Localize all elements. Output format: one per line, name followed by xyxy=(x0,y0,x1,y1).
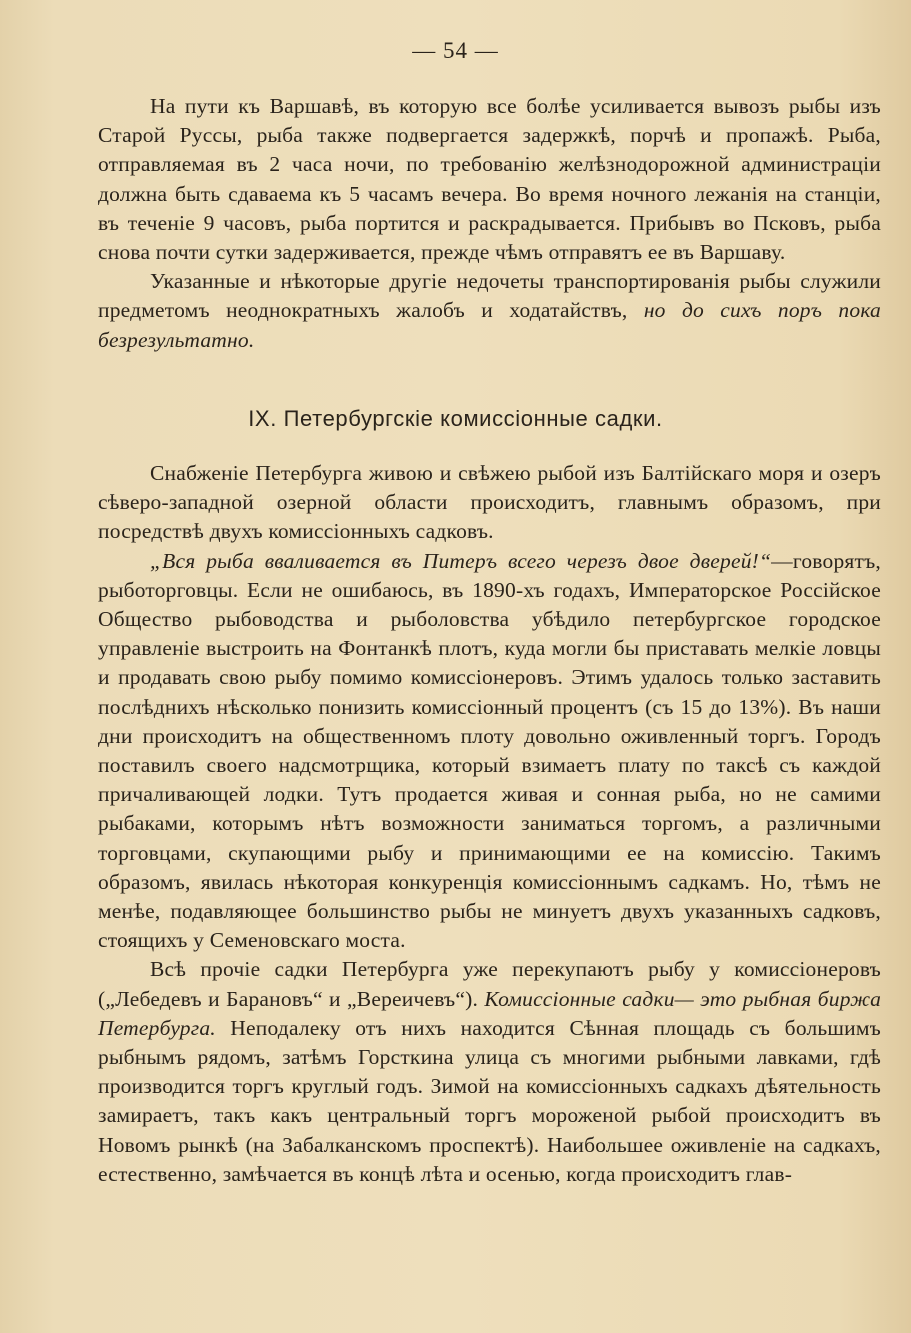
italic-text: но до сихъ поръ пока безрезультатно. xyxy=(98,298,882,352)
section-text xyxy=(98,459,881,1189)
paragraph xyxy=(98,955,881,1189)
paragraph-text: —говорятъ, рыботорговцы. Если не ошибаюсь, въ 1890-хъ годахъ, Императорское Россійское Общество рыбоводства и рыболовства убѣдило петербургское городское управленіе выстроить на Фонтанкѣ плотъ, куда могли бы приставать мелкіе ловцы и продавать свою рыбу помимо комиссіонеровъ. Этимъ удалось только заставить послѣднихъ нѣсколько понизить комиссіонный процентъ (съ 15 до 13%). Въ наши дни происходитъ на общественномъ плоту довольно оживленный торгъ. Городъ поставилъ своего надсмотрщика, который взимаетъ плату по таксѣ съ каждой причаливающей лодки. Тутъ продается живая и сонная рыба, но не самими рыбаками, которымъ нѣтъ возможности заниматься торгомъ, а различными торговцами, скупающими рыбу и принимающими ее на комиссію. Такимъ образомъ, явилась нѣкоторая конкуренція комиссіоннымъ садкамъ. Но, тѣмъ не менѣе, подавляющее большинство рыбы не минуетъ двухъ указанныхъ садковъ, стоящихъ у Семеновскаго моста. xyxy=(98,548,881,953)
paragraph xyxy=(98,267,881,355)
paragraph xyxy=(98,547,881,956)
paragraph-text: Неподалеку отъ нихъ находится Сѣнная площадь съ большимъ рыбнымъ рядомъ, затѣмъ Горсткина улица съ многими рыбными лавками, гдѣ производится торгъ круглый годъ. Зимой на комиссіонныхъ садкахъ дѣятельность замираетъ, такъ какъ центральный торгъ мороженой рыбой происходитъ въ Новомъ рынкѣ (на Забалканскомъ проспектѣ). Наибольшее оживленіе на садкахъ, естественно, замѣчается въ концѣ лѣта и осенью, когда происходитъ глав- xyxy=(98,1015,882,1186)
paragraph: На пути къ Варшавѣ, въ которую все болѣе усиливается вывозъ рыбы изъ Старой Руссы, рыба также подвергается задержкѣ, порчѣ и пропажѣ. Рыба, отправляемая въ 2 часа ночи, по требованію желѣзнодорожной администраціи должна быть сдаваема къ 5 часамъ вечера. Во время ночного лежанія на станціи, въ теченіе 9 часовъ, рыба портится и раскрадывается. Прибывъ во Псковъ, рыба снова почти сутки задерживается, прежде чѣмъ отправятъ ее въ Варшаву. xyxy=(98,94,881,265)
section-previous-text xyxy=(98,92,881,355)
paragraph: Снабженіе Петербурга живою и свѣжею рыбой изъ Балтійскаго моря и озеръ сѣверо-западной озерной области происходитъ, главнымъ образомъ, при посредствѣ двухъ комиссіонныхъ садковъ. xyxy=(98,461,881,544)
paragraph-text: Указанные и нѣкоторые другіе недочеты транспортированія рыбы служили предметомъ неоднократныхъ жалобъ и ходатайствъ, xyxy=(98,269,881,323)
italic-text: Комиссіонные садки— это рыбная биржа Петербурга. xyxy=(98,986,882,1040)
italic-quote: „Вся рыба вваливается въ Питеръ всего черезъ двое дверей!“ xyxy=(150,548,772,573)
page-number: — 54 — xyxy=(412,38,499,63)
paragraph-text: Всѣ прочіе садки Петербурга уже перекупаютъ рыбу у комиссіонеровъ („Лебедевъ и Барановъ“ и „Вереичевъ“). xyxy=(98,957,881,1011)
section-heading: IX. Петербургскіе комиссіонные садки. xyxy=(248,406,663,431)
